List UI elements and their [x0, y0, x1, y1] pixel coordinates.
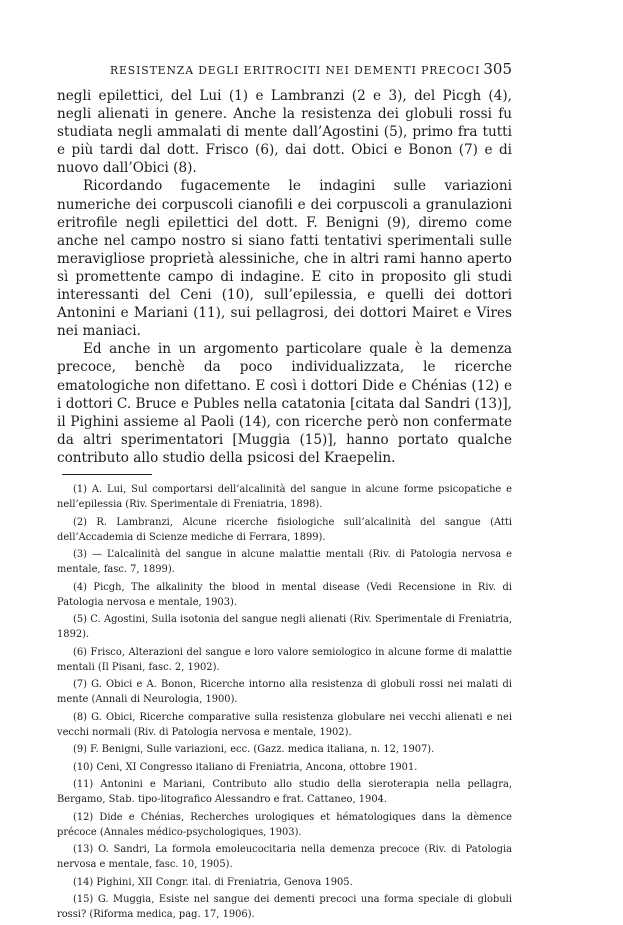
- page-number: 305: [483, 60, 512, 78]
- footnote: (12) Dide e Chénias, Recherches urologiques et hématologiques dans la dèmence précoce (Annales médico-psychologiques, 1903).: [57, 811, 512, 838]
- main-text: [57, 87, 512, 467]
- footnote: (1) A. Lui, Sul comportarsi dell’alcalinità del sangue in alcune forme psicopatiche e nell’epilessia (Riv. Sperimentale di Freniatria, 1898).: [57, 484, 512, 510]
- footnote: (7) G. Obici e A. Bonon, Ricerche intorno alla resistenza di globuli rossi nei malati di mente (Annali di Neurologia, 1900).: [57, 679, 512, 705]
- footnote: (11) Antonini e Mariani, Contributo allo studio della sieroterapia nella pellagra, Bergamo, Stab. tipo-litografico Alessandro e frat. Cattaneo, 1904.: [57, 779, 512, 805]
- paragraph: Ricordando fugacemente le indagini sulle variazioni numeriche dei corpuscoli cianofili e dei corpuscoli a granulazioni eritrofile negli epilettici del dott. F. Benigni (9), diremo come anche nel campo nostro si siano fatti tentativi sperimentali sulle meravigliose proprietà alessiniche, che in altri rami hanno aperto sì promettente campo di indagine. E cito in proposito gli studi interessanti del Ceni (10), sull’epilessia, e quelli dei dottori Antonini e Mariani (11), sui pellagrosi, dei dottori Mairet e Vires nei maniaci.: [57, 178, 512, 340]
- footnote: (14) Pighini, XII Congr. ital. di Freniatria, Genova 1905.: [73, 876, 353, 888]
- paragraph: Ed anche in un argomento particolare quale è la demenza precoce, benchè da poco individualizzata, le ricerche ematologiche non difettano. E così i dottori Dide e Chénias (12) e i dottori C. Bruce e Publes nella catatonia [citata dal Sandri (13)], il Pighini assieme al Paoli (14), con ricerche però non confermate da altri sperimentatori [Muggia (15)], hanno portato qualche contributo allo studio della psicosi del Kraepelin.: [57, 341, 512, 466]
- footnote: (6) Frisco, Alterazioni del sangue e loro valore semiologico in alcune forme di malattie mentali (Il Pisani, fasc. 2, 1902).: [57, 646, 512, 673]
- footnote: (4) Picgh, The alkalinity the blood in mental disease (Vedi Recensione in Riv. di Patologia nervosa e mentale, 1903).: [57, 581, 512, 608]
- running-title: RESISTENZA DEGLI ERITROCITI NEI DEMENTI PRECOCI: [110, 64, 481, 77]
- paragraph: negli epilettici, del Lui (1) e Lambranzi (2 e 3), del Picgh (4), negli alienati in genere. Anche la resistenza dei globuli rossi fu studiata negli ammalati di mente dall’Agostini (5), primo fra tutti e più tardi dal dott. Frisco (6), dai dott. Obici e Bonon (7) e di nuovo dall’Obici (8).: [57, 88, 512, 177]
- footnote: (10) Ceni, XI Congresso italiano di Freniatria, Ancona, ottobre 1901.: [73, 761, 418, 773]
- footnote: (15) G. Muggia, Esiste nel sangue dei dementi precoci una forma speciale di globuli rossi? (Riforma medica, pag. 17, 1906).: [57, 894, 512, 920]
- footnotes: [57, 482, 512, 925]
- footnote: (13) O. Sandri, La formola emoleucocitaria nella demenza precoce (Riv. di Patologia nervosa e mentale, fasc. 10, 1905).: [57, 844, 512, 870]
- footnote: (2) R. Lambranzi, Alcune ricerche fisiologiche sull’alcalinità del sangue (Atti dell’Accademia di Scienze mediche di Ferrara, 1899).: [57, 516, 512, 543]
- footnote: (9) F. Benigni, Sulle variazioni, ecc. (Gazz. medica italiana, n. 12, 1907).: [73, 744, 435, 755]
- footnote: (5) C. Agostini, Sulla isotonia del sangue negli alienati (Riv. Sperimentale di Freniatria, 1892).: [57, 614, 512, 640]
- footnote-separator: [62, 474, 152, 475]
- footnote: (8) G. Obici, Ricerche comparative sulla resistenza globulare nei vecchi alienati e nei vecchi normali (Riv. di Patologia nervosa e mentale, 1902).: [57, 711, 512, 738]
- footnote: (3) — L’alcalinità del sangue in alcune malattie mentali (Riv. di Patologia nervosa e mentale, fasc. 7, 1899).: [57, 549, 512, 575]
